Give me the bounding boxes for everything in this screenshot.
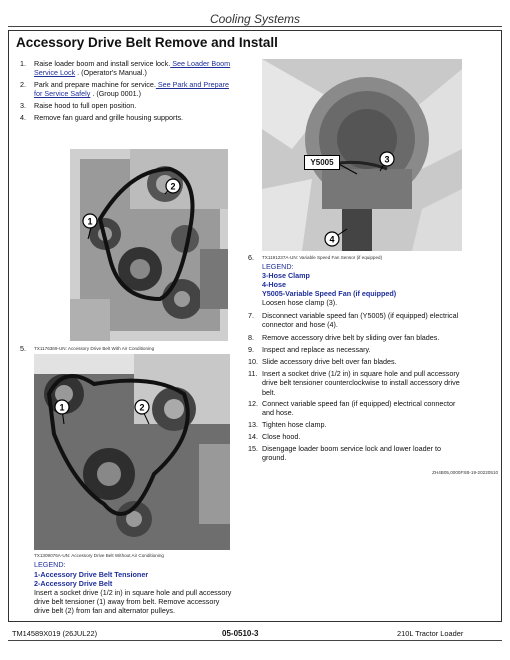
figure3-callouts bbox=[262, 59, 462, 251]
page-title: Accessory Drive Belt Remove and Install bbox=[16, 35, 278, 50]
footer-machine: 210L Tractor Loader bbox=[397, 629, 464, 638]
step-number: 1. bbox=[20, 59, 26, 68]
step-text: Raise hood to full open position. bbox=[34, 101, 137, 110]
legend-item: Y5005-Variable Speed Fan (if equipped) bbox=[262, 289, 397, 298]
step-text: belt. bbox=[262, 387, 276, 397]
step-text: Tighten hose clamp. bbox=[262, 420, 327, 429]
step-text: Raise loader boom and install service lock. bbox=[34, 59, 171, 68]
figure1-caption: TX1176369-UN: Accessory Drive Belt With Air Conditioning bbox=[34, 346, 155, 351]
step-number: 5. bbox=[20, 344, 26, 353]
step-number: 10. bbox=[248, 357, 258, 366]
step-text: Slide accessory drive belt over fan blades. bbox=[262, 357, 397, 366]
step-number: 2. bbox=[20, 80, 26, 89]
svg-text:1: 1 bbox=[59, 402, 65, 413]
callout-3 bbox=[380, 152, 394, 166]
step-number: 3. bbox=[20, 101, 26, 110]
step-text: and hose. bbox=[262, 408, 294, 418]
step-text: . (Operator's Manual.) bbox=[75, 68, 147, 78]
svg-text:2: 2 bbox=[170, 181, 176, 192]
step-number: 9. bbox=[248, 345, 254, 354]
step-number: 15. bbox=[248, 444, 258, 453]
callout-1 bbox=[55, 400, 69, 414]
service-safely-link[interactable]: for Service Safely bbox=[34, 89, 91, 99]
legend-item: 4-Hose bbox=[262, 280, 286, 289]
step-number: 7. bbox=[248, 311, 254, 320]
section-header: Cooling Systems bbox=[209, 12, 301, 26]
svg-text:2: 2 bbox=[139, 402, 145, 413]
y5005-label: Y5005 bbox=[304, 155, 340, 170]
step-text: Disconnect variable speed fan (Y5005) (if equipped) electrical bbox=[262, 311, 459, 320]
step-text: Remove accessory drive belt by sliding over fan blades. bbox=[262, 333, 440, 342]
legend-text-line: drive belt tensioner (1) away from belt. Remove accessory bbox=[34, 597, 220, 606]
legend-item: 2-Accessory Drive Belt bbox=[34, 579, 113, 588]
legend-item: 3-Hose Clamp bbox=[262, 271, 310, 280]
figure2-callouts bbox=[34, 354, 230, 550]
legend-right-title: LEGEND: bbox=[262, 262, 294, 271]
step-text: Insert a socket drive (1/2 in) in square hole and pull accessory bbox=[262, 369, 460, 378]
step-number: 12. bbox=[248, 399, 258, 408]
step-text: . (Group 0001.) bbox=[90, 89, 142, 99]
legend-right-text: Loosen hose clamp (3). bbox=[262, 298, 338, 307]
legend-text-line: Insert a socket drive (1/2 in) in square hole and pull accessory bbox=[34, 588, 232, 597]
step-text: Disengage loader boom service lock and lower loader to bbox=[262, 444, 441, 453]
footer-rule bbox=[8, 640, 502, 641]
svg-text:4: 4 bbox=[329, 234, 335, 245]
legend-text-line: drive belt (2) from fan and alternator pulleys. bbox=[34, 606, 176, 615]
engine-photo-without-ac bbox=[34, 354, 230, 550]
step-number: 14. bbox=[248, 432, 258, 441]
callout-2 bbox=[135, 400, 149, 414]
figure1-callouts bbox=[70, 149, 228, 341]
figure2-caption: TX1309076A-UN: Accessory Drive Belt Without Air Conditioning bbox=[34, 553, 164, 558]
step-number: 6. bbox=[248, 253, 254, 262]
document-id: ZH4B05,0000FSB-19-20220510 bbox=[432, 470, 498, 475]
footer-manual-id: TM14589X019 (26JUL22) bbox=[12, 629, 98, 638]
engine-photo-with-ac bbox=[70, 149, 228, 341]
figure3-caption: TX1191237A-UN: Variable Speed Fan Sensor (if equipped) bbox=[262, 255, 383, 260]
step-number: 8. bbox=[248, 333, 254, 342]
legend-item: 1-Accessory Drive Belt Tensioner bbox=[34, 570, 149, 579]
svg-text:3: 3 bbox=[384, 154, 390, 165]
see-loader-boom-link[interactable]: See Loader Boom bbox=[170, 59, 231, 68]
callout-4 bbox=[325, 232, 339, 246]
step-text: Inspect and replace as necessary. bbox=[262, 345, 371, 354]
step-text: Connect variable speed fan (if equipped) electrical connector bbox=[262, 399, 456, 408]
see-park-prepare-link[interactable]: See Park and Prepare bbox=[155, 80, 229, 89]
legend-left-text bbox=[34, 588, 246, 615]
service-lock-link[interactable]: Service Lock bbox=[34, 68, 76, 78]
step-text: drive belt tensioner counterclockwise to install accessory drive bbox=[262, 378, 460, 388]
step-number: 13. bbox=[248, 420, 258, 429]
svg-text:1: 1 bbox=[87, 216, 93, 227]
step-text: ground. bbox=[262, 453, 287, 463]
callout-2 bbox=[166, 179, 180, 193]
step-number: 4. bbox=[20, 113, 26, 122]
step-text: Park and prepare machine for service. bbox=[34, 80, 156, 89]
step-text: connector and hose (4). bbox=[262, 320, 338, 330]
legend-left-title: LEGEND: bbox=[34, 560, 66, 569]
footer-page-number: 05-0510-3 bbox=[222, 629, 259, 638]
fan-sensor-photo bbox=[262, 59, 462, 251]
step-text: Remove fan guard and grille housing supports. bbox=[34, 113, 184, 122]
step-text: Close hood. bbox=[262, 432, 301, 441]
step-number: 11. bbox=[248, 369, 258, 378]
header-rule bbox=[8, 26, 502, 27]
callout-1 bbox=[83, 214, 97, 228]
